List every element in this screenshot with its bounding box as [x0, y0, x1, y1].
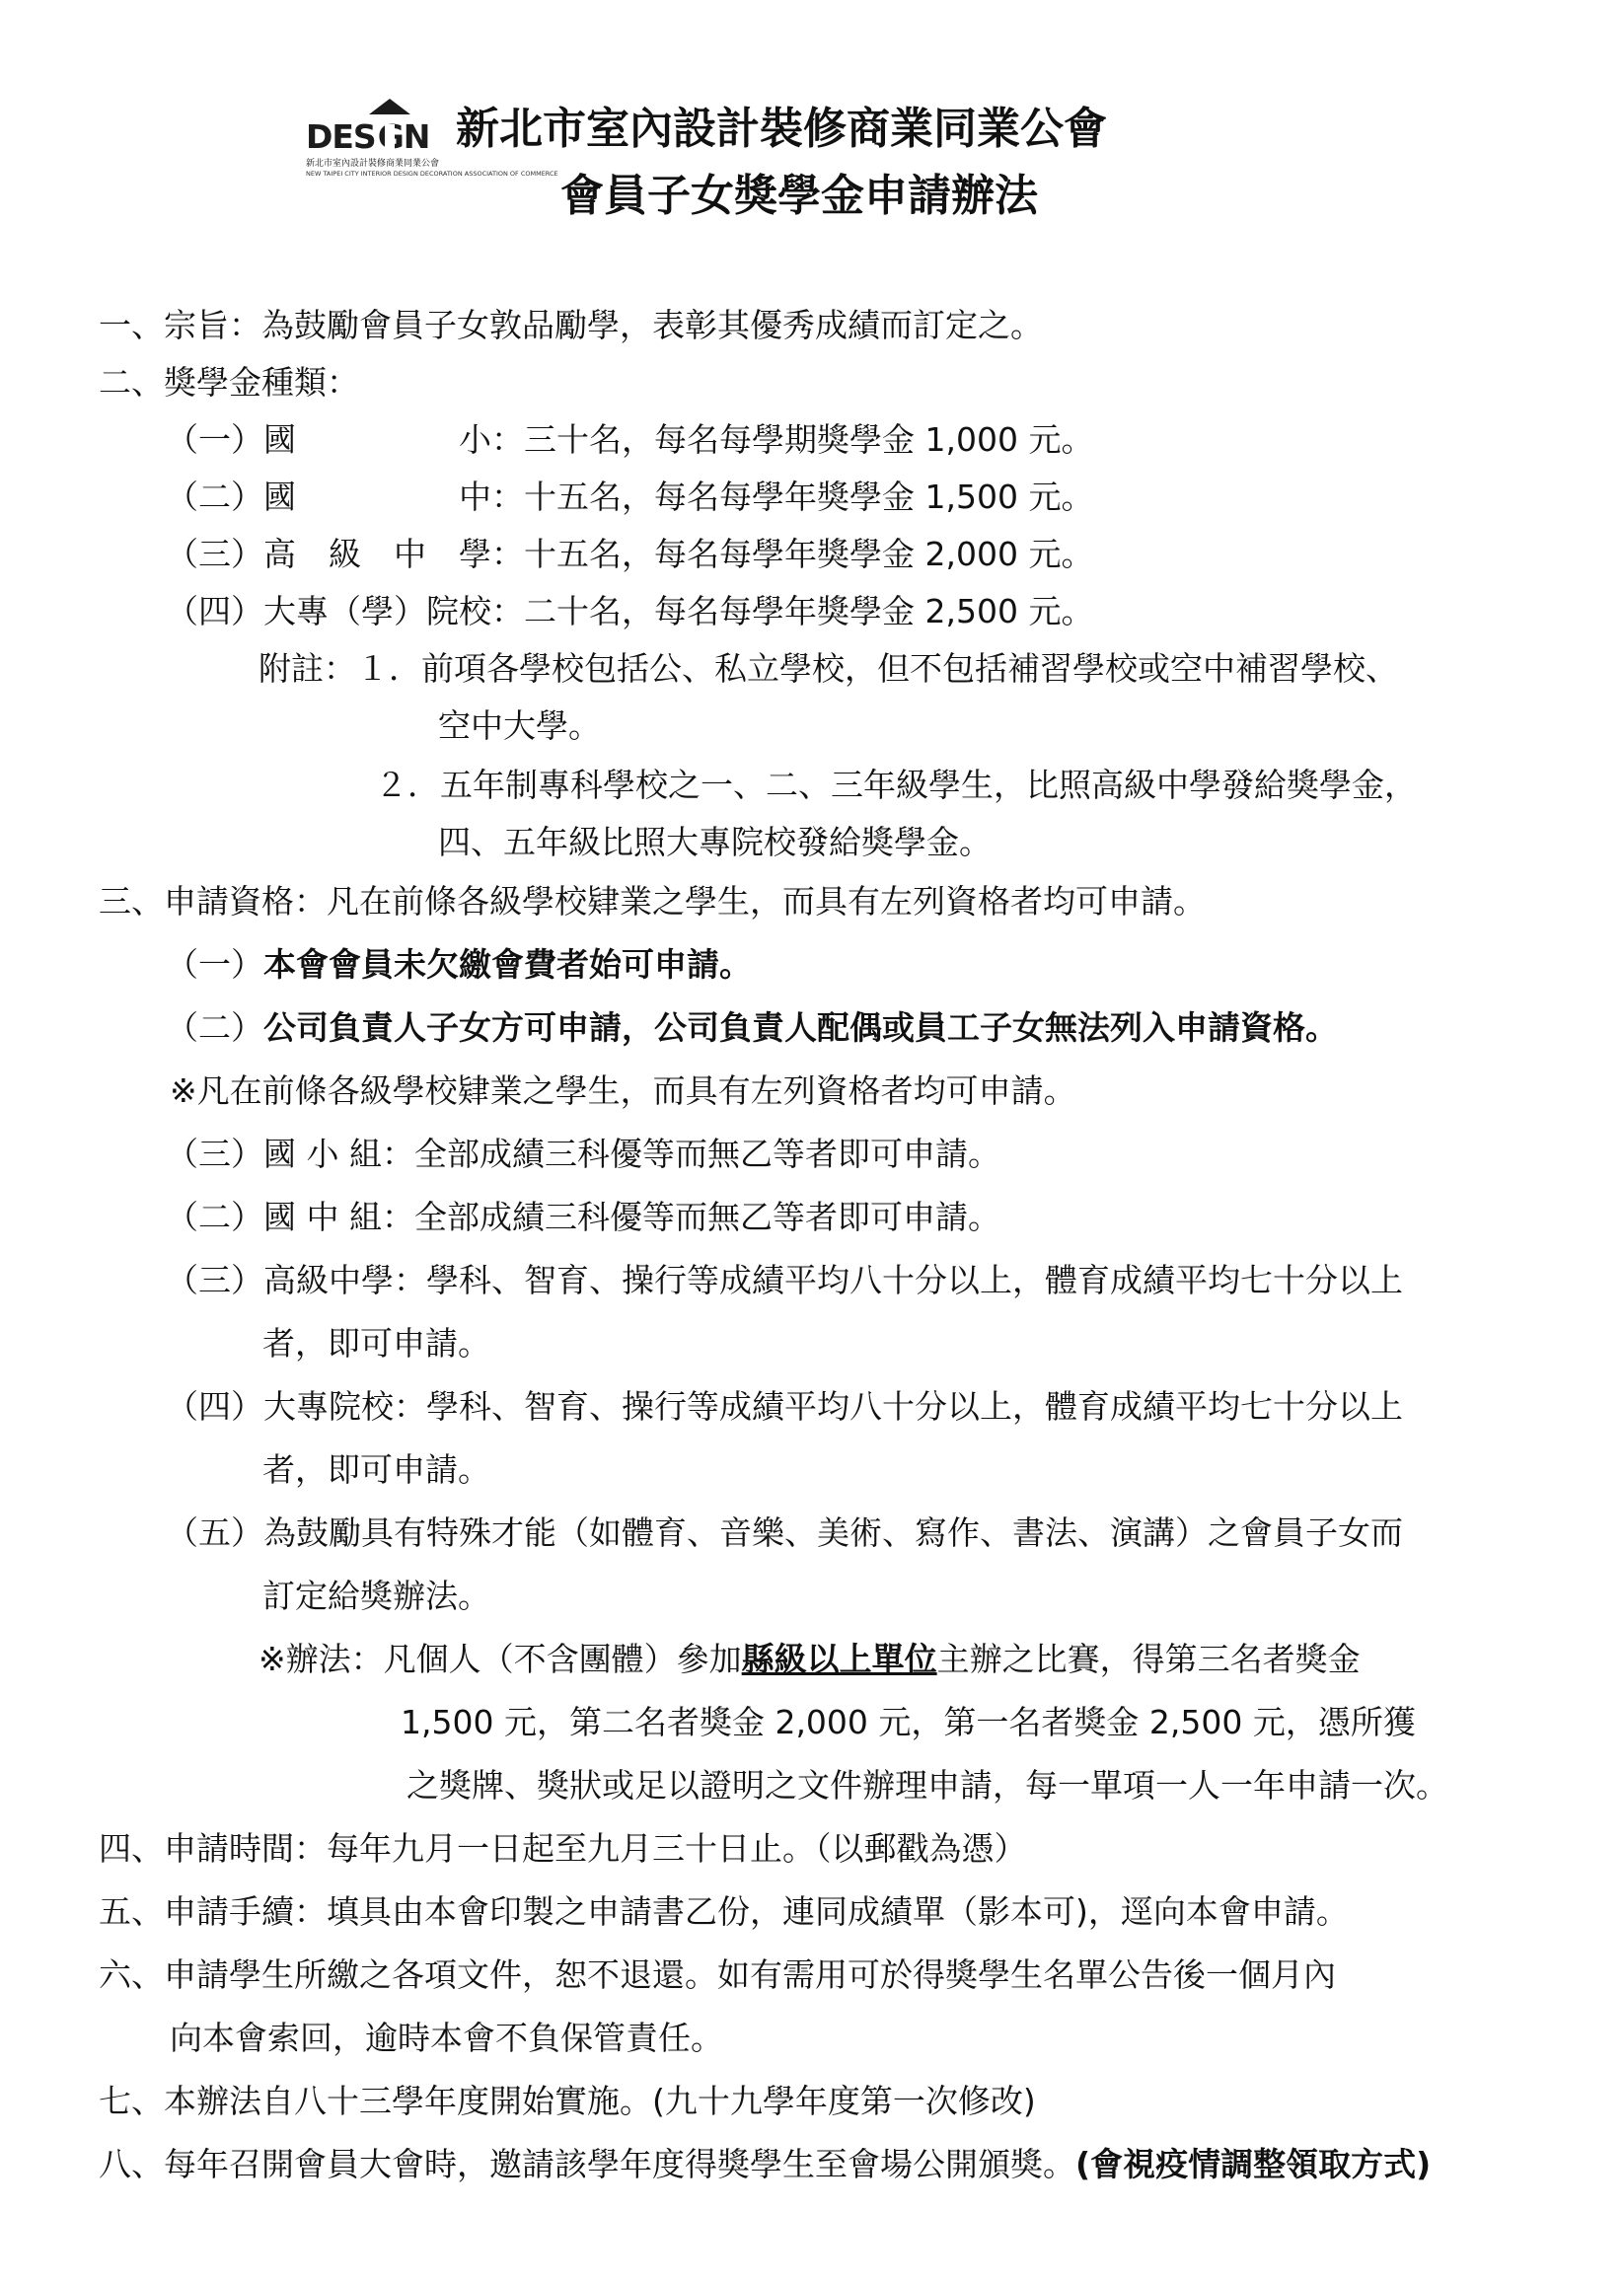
criteria-college: （四）大專院校：學科、智育、操行等成績平均八十分以上，體育成績平均七十分以上 [166, 1387, 1403, 1426]
section-1-purpose: 一、宗旨：為鼓勵會員子女敦品勵學，表彰其優秀成績而訂定之。 [99, 306, 1043, 344]
note-2-continued: 四、五年級比照大專院校發給獎學金。 [438, 823, 992, 861]
eligibility-2: （二）公司負責人子女方可申請，公司負責人配偶或員工子女無法列入申請資格。 [166, 1008, 1338, 1047]
document-subtitle: 會員子女獎學金申請辦法 [560, 171, 1038, 221]
logo-english-name: NEW TAIPEI CITY INTERIOR DESIGN DECORATION ASSOCIATION OF COMMERCE [306, 170, 558, 178]
special-talent-rule-documents: 之獎牌、獎狀或足以證明之文件辦理申請，每一單項一人一年申請一次。 [406, 1766, 1448, 1805]
logo-chinese-name: 新北市室內設計裝修商業同業公會 [306, 159, 440, 169]
eligibility-1: （一）本會會員未欠繳會費者始可申請。 [166, 945, 752, 984]
section-6-documents-continued: 向本會索回，逾時本會不負保管責任。 [170, 2019, 723, 2057]
note-1-continued: 空中大學。 [438, 706, 601, 745]
document-title: 新北市室內設計裝修商業同業公會 [456, 104, 1107, 154]
scholarship-type-2: （二）國 中：十五名，每名每學年獎學金 1,500 元。 [166, 478, 1094, 516]
section-4-application-period: 四、申請時間：每年九月一日起至九月三十日止。（以郵戳為憑） [99, 1829, 1027, 1868]
criteria-elementary: （三）國 小 組：全部成績三科優等而無乙等者即可申請。 [166, 1135, 1000, 1173]
scholarship-type-4: （四）大專（學）院校：二十名，每名每學年獎學金 2,500 元。 [166, 592, 1094, 630]
section-5-procedure: 五、申請手續：填具由本會印製之申請書乙份，連同成績單（影本可)，逕向本會申請。 [99, 1892, 1349, 1931]
special-talent-rule-amounts: 1,500 元，第二名者獎金 2,000 元，第一名者獎金 2,500 元，憑所獲 [401, 1703, 1416, 1741]
criteria-special-talent: （五）為鼓勵具有特殊才能（如體育、音樂、美術、寫作、書法、演講）之會員子女而 [166, 1513, 1403, 1552]
association-logo: DES GN 新北市室內設計裝修商業同業公會 NEW TAIPEI CITY INTERIOR DESIGN DECORATION ASSOCIATION OF COMMERCE [306, 117, 558, 178]
note-2: ２．五年制專科學校之一、二、三年級學生，比照高級中學發給獎學金， [375, 766, 1417, 804]
special-talent-rule: ※辦法：凡個人（不含團體）參加縣級以上單位主辦之比賽，得第三名者獎金 [258, 1640, 1361, 1678]
criteria-senior-high: （三）高級中學：學科、智育、操行等成績平均八十分以上，體育成績平均七十分以上 [166, 1261, 1403, 1299]
section-3-eligibility: 三、申請資格：凡在前條各級學校肄業之學生，而具有左列資格者均可申請。 [99, 882, 1206, 921]
eligibility-note: ※凡在前條各級學校肄業之學生，而具有左列資格者均可申請。 [170, 1071, 1076, 1110]
section-7-effective-date: 七、本辦法自八十三學年度開始實施。(九十九學年度第一次修改) [99, 2082, 1036, 2120]
section-8-award-ceremony: 八、每年召開會員大會時，邀請該學年度得獎學生至會場公開頒獎。(會視疫情調整領取方式) [99, 2145, 1432, 2183]
criteria-senior-high-continued: 者，即可申請。 [262, 1324, 490, 1363]
document-header [306, 99, 1214, 247]
section-2-heading: 二、獎學金種類： [99, 363, 359, 402]
criteria-college-continued: 者，即可申請。 [262, 1450, 490, 1489]
scholarship-type-1: （一）國 小：三十名，每名每學期獎學金 1,000 元。 [166, 420, 1094, 459]
criteria-junior-high: （二）國 中 組：全部成績三科優等而無乙等者即可申請。 [166, 1198, 1000, 1236]
note-1: 附註：１．前項各學校包括公、私立學校，但不包括補習學校或空中補習學校、 [258, 649, 1398, 688]
section-6-documents: 六、申請學生所繳之各項文件，恕不退還。如有需用可於得獎學生名單公告後一個月內 [99, 1955, 1336, 1994]
scholarship-type-3: （三）高 級 中 學：十五名，每名每學年獎學金 2,000 元。 [166, 535, 1094, 573]
criteria-special-talent-continued: 訂定給獎辦法。 [262, 1577, 490, 1615]
